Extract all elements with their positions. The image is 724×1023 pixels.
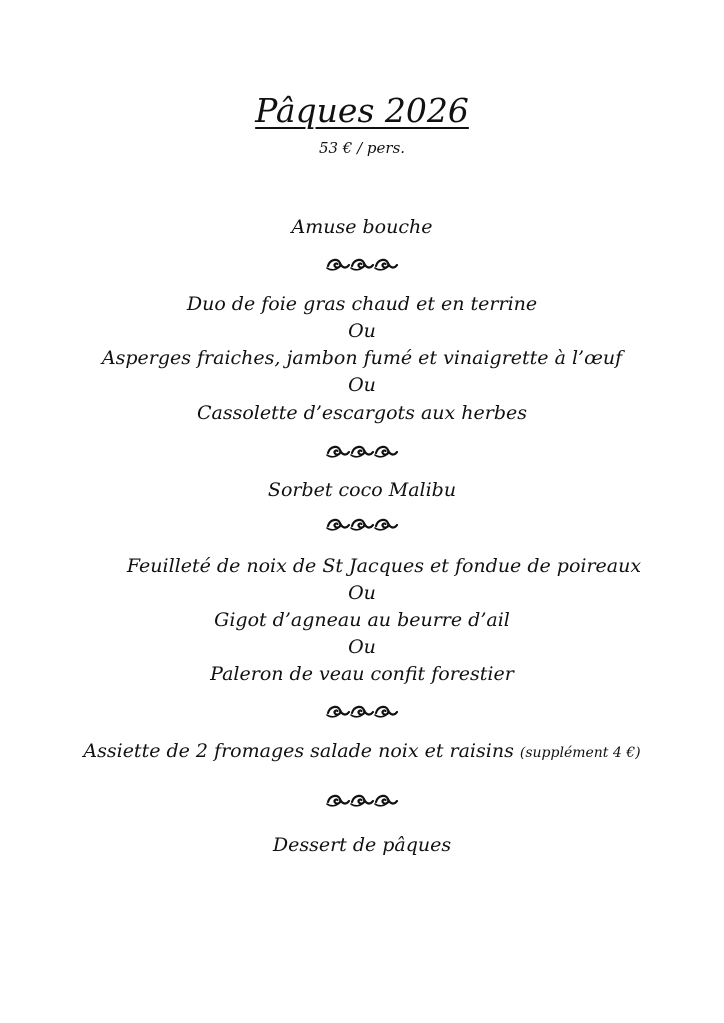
cheese-course-label: Assiette de 2 fromages salade noix et raisins (83, 740, 514, 762)
entree-option-1: Duo de foie gras chaud et en terrine (186, 293, 538, 315)
or-label: Ou (348, 582, 376, 604)
swirl-divider-icon (0, 704, 724, 724)
swirl-divider-icon (0, 793, 724, 813)
dessert: Dessert de pâques (272, 834, 452, 856)
main-option-1: Feuilleté de noix de St Jacques et fondue de poireaux (126, 555, 642, 577)
cheese-supplement: (supplément 4 €) (519, 745, 641, 761)
entree-option-2: Asperges fraiches, jambon fumé et vinaigrette à l’œuf (101, 347, 623, 369)
main-option-2: Gigot d’agneau au beurre d’ail (214, 609, 510, 631)
swirl-divider-icon (0, 257, 724, 277)
amuse-bouche: Amuse bouche (291, 216, 433, 238)
or-label: Ou (348, 320, 376, 342)
swirl-divider-icon (0, 444, 724, 464)
sorbet: Sorbet coco Malibu (267, 479, 457, 501)
menu-price: 53 € / pers. (318, 139, 406, 157)
or-label: Ou (348, 636, 376, 658)
entree-option-3: Cassolette d’escargots aux herbes (197, 402, 527, 424)
swirl-divider-icon (0, 517, 724, 537)
cheese-course (0, 739, 724, 765)
menu-title: Pâques 2026 (255, 91, 469, 130)
or-label: Ou (348, 374, 376, 396)
main-option-3: Paleron de veau confit forestier (210, 663, 514, 685)
